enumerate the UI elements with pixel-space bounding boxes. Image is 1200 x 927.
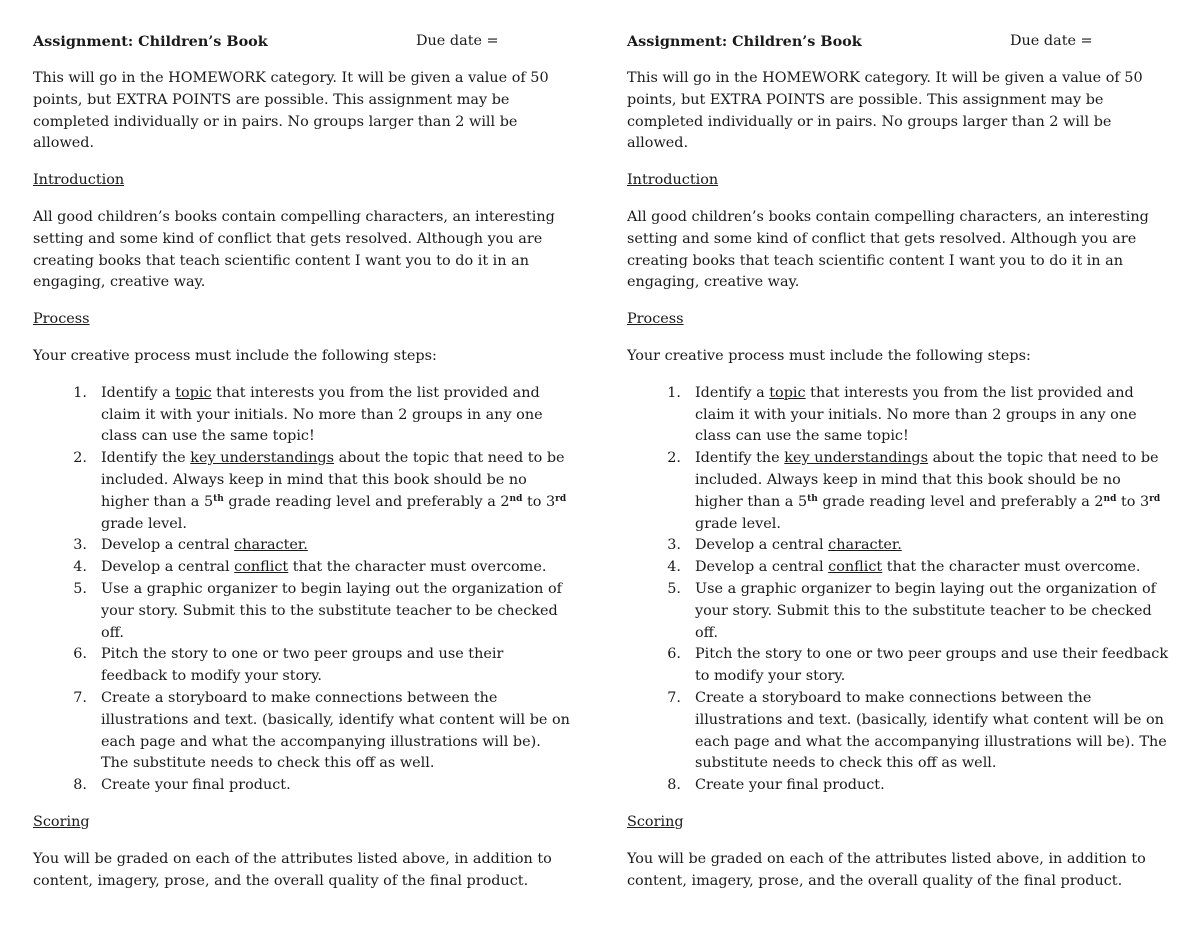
list-item bbox=[33, 383, 572, 448]
assignment-title: Assignment: Children’s Book bbox=[627, 33, 862, 50]
step-keyword: key understandings bbox=[190, 450, 335, 467]
step-text: Develop a central conflict that the character must overcome. bbox=[101, 559, 547, 576]
due-date-label: Due date = bbox=[416, 33, 499, 49]
step-keyword: character. bbox=[828, 537, 902, 554]
step-text: Use a graphic organizer to begin laying out the organization of your story. Submit this to the substitute teacher to be checked off. bbox=[695, 580, 1156, 641]
due-date-label: Due date = bbox=[1010, 33, 1093, 49]
step-text: Create your final product. bbox=[695, 777, 885, 794]
step-keyword: conflict bbox=[234, 559, 289, 576]
list-item bbox=[33, 535, 572, 557]
intro-paragraph: This will go in the HOMEWORK category. It will be given a value of 50 points, but EXTRA POINTS are possible. This assignment may be completed individually or in pairs. No groups larger than 2 will be allowed. bbox=[627, 70, 1143, 152]
list-item bbox=[627, 448, 1172, 535]
step-number: 7. bbox=[667, 689, 681, 706]
step-text: Identify a topic that interests you from the list provided and claim it with your initials. No more than 2 groups in any one class can use the same topic! bbox=[695, 384, 1137, 445]
step-number: 1. bbox=[73, 384, 87, 401]
list-item bbox=[627, 383, 1172, 448]
step-number: 8. bbox=[73, 777, 87, 794]
step-number: 3. bbox=[667, 537, 681, 554]
list-item bbox=[627, 557, 1172, 579]
step-keyword: conflict bbox=[828, 559, 883, 576]
intro-paragraph: This will go in the HOMEWORK category. It will be given a value of 50 points, but EXTRA POINTS are possible. This assignment may be completed individually or in pairs. No groups larger than 2 will be allowed. bbox=[33, 70, 549, 152]
step-number: 7. bbox=[73, 689, 87, 706]
step-text: Identify the key understandings about the topic that need to be included. Always keep in mind that this book should be no higher than a 5th grade reading level and preferably a 2nd to 3rd grade level. bbox=[695, 450, 1161, 532]
process-lead: Your creative process must include the following steps: bbox=[33, 347, 437, 364]
step-number: 6. bbox=[667, 646, 681, 663]
step-number: 1. bbox=[667, 384, 681, 401]
process-heading: Process bbox=[627, 311, 684, 328]
list-item bbox=[627, 688, 1172, 775]
process-lead: Your creative process must include the following steps: bbox=[627, 347, 1031, 364]
step-text: Identify a topic that interests you from the list provided and claim it with your initials. No more than 2 groups in any one class can use the same topic! bbox=[101, 384, 543, 445]
step-number: 6. bbox=[73, 646, 87, 663]
step-text: Identify the key understandings about the topic that need to be included. Always keep in mind that this book should be no higher than a 5th grade reading level and preferably a 2nd to 3rd grade level. bbox=[101, 450, 567, 532]
step-number: 5. bbox=[73, 580, 87, 597]
step-number: 3. bbox=[73, 537, 87, 554]
scoring-heading: Scoring bbox=[627, 813, 684, 830]
step-keyword: key understandings bbox=[784, 450, 929, 467]
step-text: Pitch the story to one or two peer groups and use their feedback to modify your story. bbox=[695, 646, 1169, 685]
list-item bbox=[627, 535, 1172, 557]
step-number: 2. bbox=[73, 450, 87, 467]
process-heading: Process bbox=[33, 311, 90, 328]
step-number: 4. bbox=[73, 559, 87, 576]
step-text: Develop a central character. bbox=[695, 537, 902, 554]
step-keyword: character. bbox=[234, 537, 308, 554]
scoring-text: You will be graded on each of the attributes listed above, in addition to content, imagery, prose, and the overall quality of the final product. bbox=[33, 850, 552, 889]
step-text: Create a storyboard to make connections between the illustrations and text. (basically, identify what content will be on each page and what the accompanying illustrations will be). The substitute needs to check this off as well. bbox=[101, 689, 570, 772]
step-number: 5. bbox=[667, 580, 681, 597]
list-item bbox=[33, 448, 572, 535]
process-steps-list bbox=[33, 383, 572, 797]
step-text: Use a graphic organizer to begin laying out the organization of your story. Submit this to the substitute teacher to be checked off. bbox=[101, 580, 562, 641]
step-text: Create your final product. bbox=[101, 777, 291, 794]
step-text: Pitch the story to one or two peer groups and use their feedback to modify your story. bbox=[101, 646, 504, 685]
step-keyword: topic bbox=[769, 384, 806, 401]
step-number: 2. bbox=[667, 450, 681, 467]
step-number: 4. bbox=[667, 559, 681, 576]
step-text: Develop a central character. bbox=[101, 537, 308, 554]
introduction-text: All good children’s books contain compelling characters, an interesting setting and some kind of conflict that gets resolved. Although you are creating books that teach scientific content I want you to do it in an engaging, creative way. bbox=[627, 208, 1149, 291]
step-text: Create a storyboard to make connections between the illustrations and text. (basically, identify what content will be on each page and what the accompanying illustrations will be). The substitute needs to check this off as well. bbox=[695, 689, 1167, 772]
list-item bbox=[627, 579, 1172, 644]
title-row bbox=[33, 31, 572, 53]
introduction-heading: Introduction bbox=[627, 172, 719, 189]
assignment-title: Assignment: Children’s Book bbox=[33, 33, 268, 50]
list-item bbox=[33, 688, 572, 775]
list-item bbox=[33, 579, 572, 644]
title-row bbox=[627, 31, 1172, 53]
list-item bbox=[33, 775, 572, 797]
scoring-text: You will be graded on each of the attributes listed above, in addition to content, imagery, prose, and the overall quality of the final product. bbox=[627, 850, 1146, 889]
step-number: 8. bbox=[667, 777, 681, 794]
handout-right bbox=[600, 0, 1200, 927]
introduction-text: All good children’s books contain compelling characters, an interesting setting and some kind of conflict that gets resolved. Although you are creating books that teach scientific content I want you to do it in an engaging, creative way. bbox=[33, 208, 555, 291]
step-text: Develop a central conflict that the character must overcome. bbox=[695, 559, 1141, 576]
list-item bbox=[33, 644, 572, 688]
list-item bbox=[627, 644, 1172, 688]
introduction-heading: Introduction bbox=[33, 172, 125, 189]
step-keyword: topic bbox=[175, 384, 212, 401]
scoring-heading: Scoring bbox=[33, 813, 90, 830]
process-steps-list bbox=[627, 383, 1172, 797]
list-item bbox=[33, 557, 572, 579]
list-item bbox=[627, 775, 1172, 797]
